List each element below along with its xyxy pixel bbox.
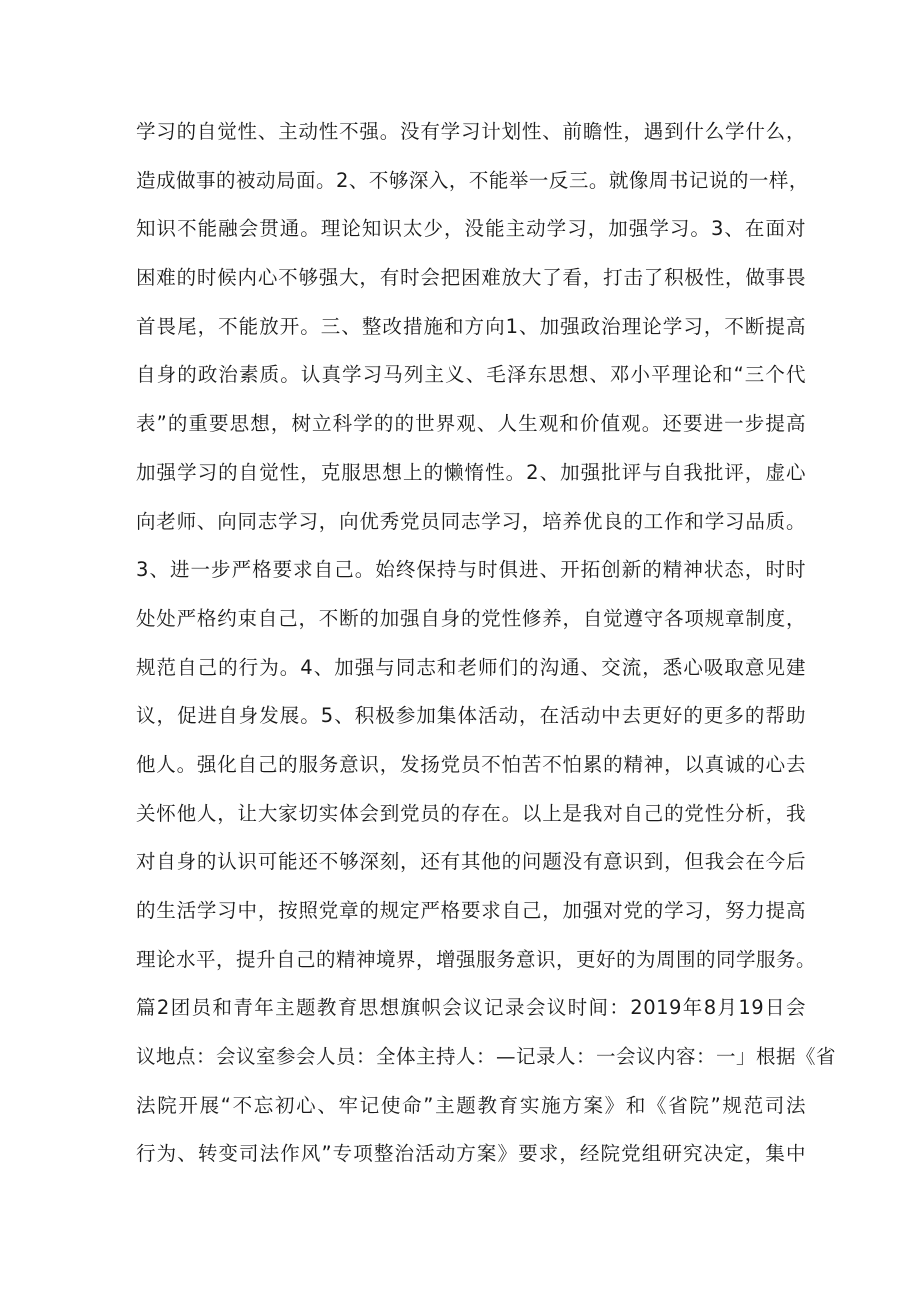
text-line: 篇2团员和青年主题教育思想旗帜会议记录会议时间：2019年8月19日会	[136, 996, 806, 1020]
text-line: 议，促进自身发展。5、积极参加集体活动，在活动中去更好的更多的帮助	[136, 704, 806, 728]
text-line: 规范自己的行为。4、加强与同志和老师们的沟通、交流，悉心吸取意见建	[136, 655, 806, 679]
text-line: 困难的时候内心不够强大，有时会把困难放大了看，打击了积极性，做事畏	[136, 266, 806, 290]
text-line: 他人。强化自己的服务意识，发扬党员不怕苦不怕累的精神，以真诚的心去	[136, 752, 806, 776]
text-line: 自身的政治素质。认真学习马列主义、毛泽东思想、邓小平理论和“三个代	[136, 363, 806, 387]
text-line: 造成做事的被动局面。2、不够深入，不能举一反三。就像周书记说的一样，	[136, 168, 809, 192]
text-line: 加强学习的自觉性，克服思想上的懒惰性。2、加强批评与自我批评，虚心	[136, 460, 806, 484]
body-text	[136, 110, 837, 1181]
text-line: 处处严格约束自己，不断的加强自身的党性修养，自觉遵守各项规章制度，	[136, 606, 806, 630]
text-line: 行为、转变司法作风”专项整治活动方案》要求，经院党组研究决定，集中	[136, 1142, 806, 1166]
text-line: 理论水平，提升自己的精神境界，增强服务意识，更好的为周围的同学服务。	[136, 947, 817, 971]
text-line: 表”的重要思想，树立科学的的世界观、人生观和价值观。还要进一步提高	[136, 412, 806, 436]
text-line: 议地点：会议室参会人员：全体主持人：—记录人：一会议内容：一」根据《省	[136, 1045, 837, 1069]
text-line: 的生活学习中，按照党章的规定严格要求自己，加强对党的学习，努力提高	[136, 899, 806, 922]
text-line: 首畏尾，不能放开。三、整改措施和方向1、加强政治理论学习，不断提高	[136, 314, 806, 338]
text-line: 法院开展“不忘初心、牢记使命”主题教育实施方案》和《省院”规范司法	[136, 1093, 806, 1117]
text-line: 对自身的认识可能还不够深刻，还有其他的问题没有意识到，但我会在今后	[136, 850, 806, 874]
text-line: 学习的自觉性、主动性不强。没有学习计划性、前瞻性，遇到什么学什么，	[136, 120, 806, 143]
text-line: 向老师、向同志学习，向优秀党员同志学习，培养优良的工作和学习品质。	[136, 509, 806, 533]
text-line: 3、进一步严格要求自己。始终保持与时俱进、开拓创新的精神状态，时时	[136, 558, 806, 582]
text-line: 关怀他人，让大家切实体会到党员的存在。以上是我对自己的党性分析，我	[136, 801, 806, 825]
text-line: 知识不能融会贯通。理论知识太少，没能主动学习，加强学习。3、在面对	[136, 217, 806, 241]
